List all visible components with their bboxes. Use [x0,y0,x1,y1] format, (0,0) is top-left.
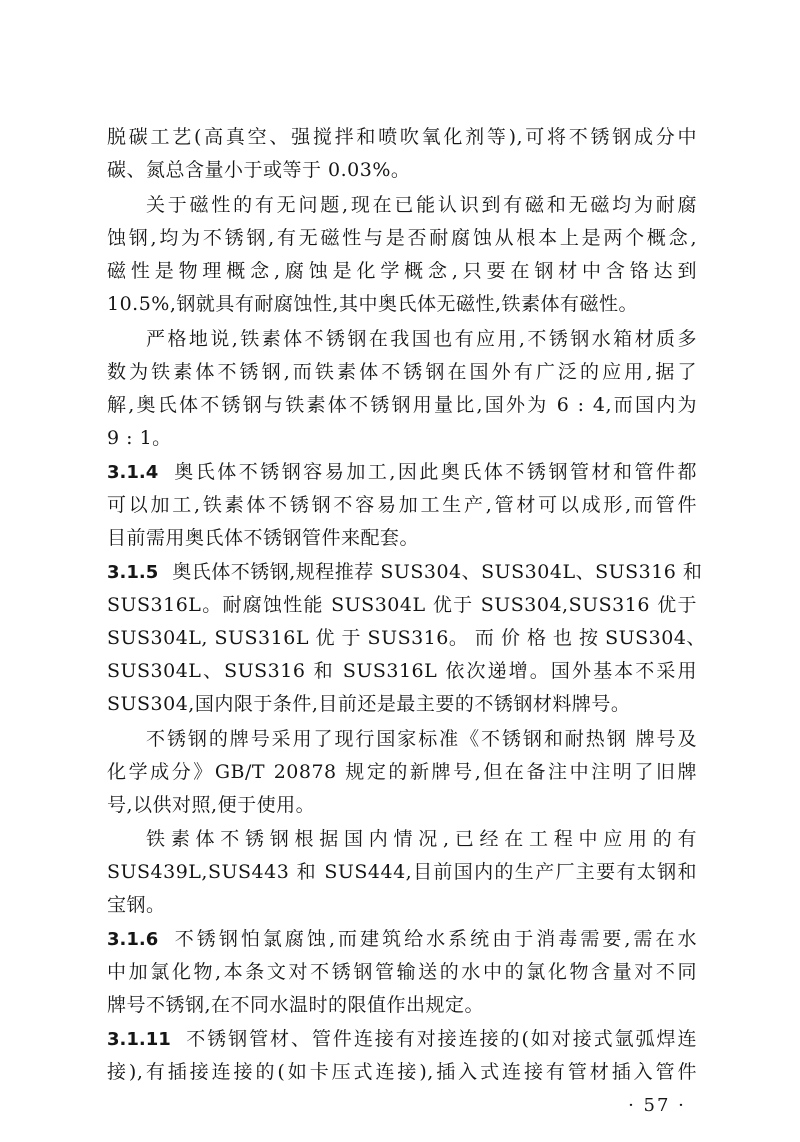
text-line-3: 关于磁性的有无问题,现在已能认识到有磁和无磁均为耐腐 [146,194,697,216]
text-line-13: 目前需用奥氏体不锈钢管件来配套。 [107,527,420,549]
text-line-23: SUS439L,SUS443 和 SUS444,目前国内的生产厂主要有太钢和 [107,861,697,883]
section-3-1-11-line-1 [107,1024,697,1054]
section-number-3-1-11: 3.1.11 [107,1029,171,1050]
section-3-1-4-line-1 [107,457,697,487]
section-3-1-11-text: 不锈钢管材、管件连接有对接连接的(如对接式氩弧焊连 [184,1028,697,1050]
section-number-3-1-5: 3.1.5 [107,562,159,583]
text-line-2: 碳、氮总含量小于或等于 0.03%。 [107,159,411,181]
text-line-18: SUS304,国内限于条件,目前还是最主要的不锈钢材料牌号。 [107,693,631,715]
text-line-10: 9 : 1。 [107,427,172,449]
text-line-19: 不锈钢的牌号采用了现行国家标准《不锈钢和耐热钢 牌号及 [146,728,697,750]
text-line-6: 10.5%,钢就具有耐腐蚀性,其中奥氏体无磁性,铁素体有磁性。 [107,293,638,315]
text-line-22: 铁素体不锈钢根据国内情况,已经在工程中应用的有 [146,828,697,850]
section-number-3-1-6: 3.1.6 [107,929,159,950]
section-3-1-5-text: 奥氏体不锈钢,规程推荐 SUS304、SUS304L、SUS316 和 [172,561,703,583]
text-line-9: 解,奥氏体不锈钢与铁素体不锈钢用量比,国外为 6 : 4,而国内为 [107,394,697,416]
text-line-7: 严格地说,铁素体不锈钢在我国也有应用,不锈钢水箱材质多 [146,328,697,350]
text-line-12: 可以加工,铁素体不锈钢不容易加工生产,管材可以成形,而管件 [107,494,697,516]
text-line-17: SUS304L、SUS316 和 SUS316L 依次递增。国外基本不采用 [107,660,697,682]
text-line-16: SUS304L, SUS316L 优 于 SUS316。 而 价 格 也 按 SUS304、 [107,627,706,649]
page-number: · 57 · [628,1095,686,1116]
text-line-26: 中加氯化物,本条文对不锈钢管输送的水中的氯化物含量对不同 [107,961,697,983]
text-line-29: 接),有插接连接的(如卡压式连接),插入式连接有管材插入管件 [107,1061,697,1083]
text-line-24: 宝钢。 [107,894,166,916]
section-number-3-1-4: 3.1.4 [107,462,159,483]
section-3-1-4-text: 奥氏体不锈钢容易加工,因此奥氏体不锈钢管材和管件都 [172,461,697,483]
section-3-1-5-line-1 [107,557,703,587]
text-line-8: 数为铁素体不锈钢,而铁素体不锈钢在国外有广泛的应用,据了 [107,361,697,383]
text-line-27: 牌号不锈钢,在不同水温时的限值作出规定。 [107,994,485,1016]
text-line-15: SUS316L。耐腐蚀性能 SUS304L 优于 SUS304,SUS316 优于 [107,594,697,616]
text-line-21: 号,以供对照,便于使用。 [107,794,316,816]
section-3-1-6-line-1 [107,924,697,954]
text-line-1: 脱碳工艺(高真空、强搅拌和喷吹氧化剂等),可将不锈钢成分中 [107,126,697,148]
section-3-1-6-text: 不锈钢怕氯腐蚀,而建筑给水系统由于消毒需要,需在水 [172,928,697,950]
text-line-4: 蚀钢,均为不锈钢,有无磁性与是否耐腐蚀从根本上是两个概念, [107,227,697,249]
text-line-20: 化学成分》GB/T 20878 规定的新牌号,但在备注中注明了旧牌 [107,761,697,783]
text-line-5: 磁性是物理概念,腐蚀是化学概念,只要在钢材中含铬达到 [107,260,697,282]
